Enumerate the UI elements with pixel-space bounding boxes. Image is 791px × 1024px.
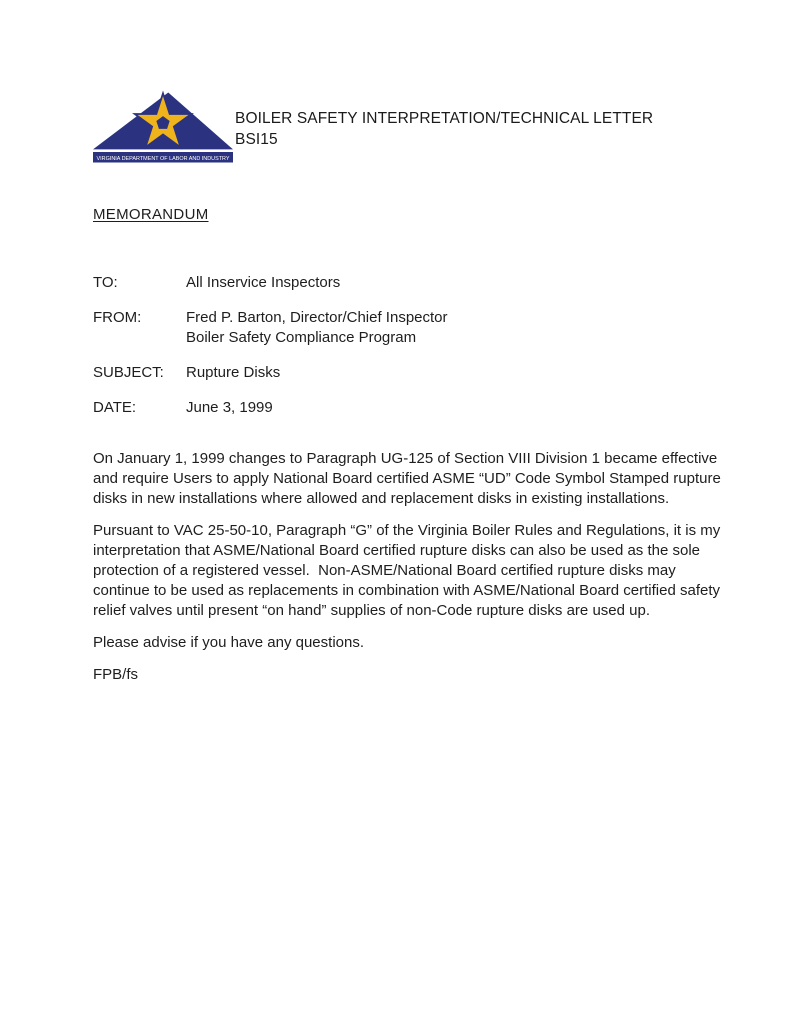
closing-line: Please advise if you have any questions. xyxy=(93,634,365,651)
field-row-from xyxy=(93,308,724,348)
memo-body xyxy=(93,449,724,685)
typist-initials: FPB/fs xyxy=(93,666,139,683)
to-value: All Inservice Inspectors xyxy=(186,274,341,291)
document-number: BSI15 xyxy=(235,131,278,148)
document-title-block xyxy=(235,88,653,150)
virginia-dept-labor-industry-logo-icon xyxy=(93,88,233,167)
to-label: TO: xyxy=(93,274,118,291)
body-paragraph-2: Pursuant to VAC 25-50-10, Paragraph “G” of the Virginia Boiler Rules and Regulations, it is my interpretation that ASME/National Board certified rupture disks can also be used as the sole protection of a registered vessel. Non-ASME/National Board certified rupture disks may continue to be used as replacements in combination with ASME/National Board certified safety relief valves until present “on hand” supplies of non-Code rupture disks are used up. xyxy=(93,522,725,619)
date-value: June 3, 1999 xyxy=(186,399,273,416)
logo-banner-text: VIRGINIA DEPARTMENT OF LABOR AND INDUSTRY xyxy=(96,155,231,162)
subject-value: Rupture Disks xyxy=(186,364,281,381)
from-value-line2: Boiler Safety Compliance Program xyxy=(186,329,417,346)
field-row-subject xyxy=(93,363,724,383)
triangle-star-logo-icon xyxy=(93,88,233,167)
document-content xyxy=(93,88,724,697)
subject-label: SUBJECT: xyxy=(93,364,164,381)
field-row-to xyxy=(93,273,724,293)
memorandum-heading: MEMORANDUM xyxy=(93,206,209,223)
field-row-date xyxy=(93,398,724,418)
document-title: BOILER SAFETY INTERPRETATION/TECHNICAL LETTER xyxy=(235,110,654,127)
memo-fields xyxy=(93,273,724,418)
from-value xyxy=(186,308,724,348)
letterhead xyxy=(93,88,724,167)
from-value-line1: Fred P. Barton, Director/Chief Inspector xyxy=(186,309,448,326)
from-label: FROM: xyxy=(93,309,142,326)
body-paragraph-1: On January 1, 1999 changes to Paragraph UG-125 of Section VIII Division 1 became effective and require Users to apply National Board certified ASME “UD” Code Symbol Stamped rupture disks in new installations where allowed and replacement disks in existing installations. xyxy=(93,450,725,507)
date-label: DATE: xyxy=(93,399,137,416)
